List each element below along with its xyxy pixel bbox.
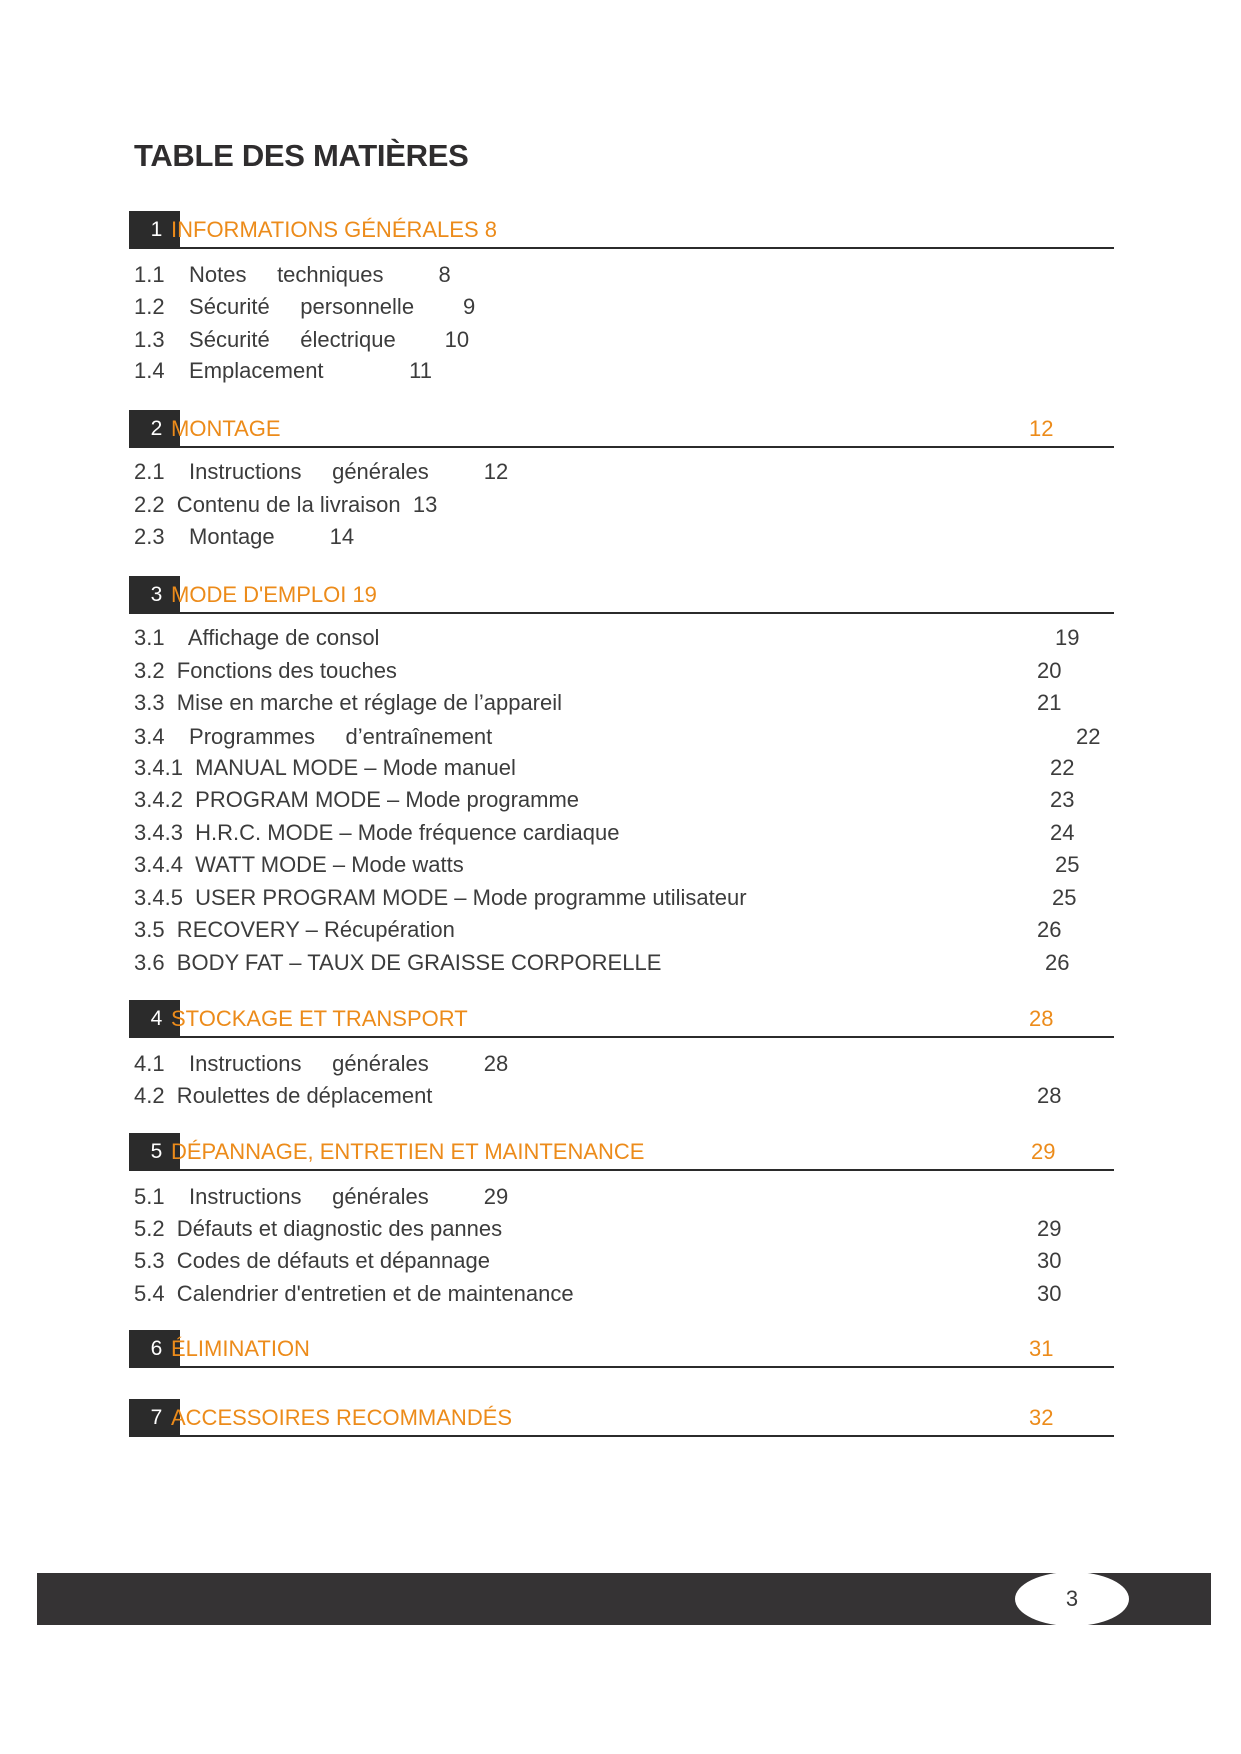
section-number: 1: [129, 211, 180, 249]
toc-entry-page: 19: [1055, 625, 1080, 650]
section-number: 7: [129, 1399, 180, 1437]
section-number: 4: [129, 1000, 180, 1038]
toc-entry-page: 29: [1037, 1216, 1062, 1241]
section-header-1[interactable]: [129, 211, 1114, 249]
section-title[interactable]: STOCKAGE ET TRANSPORT: [171, 1006, 468, 1031]
toc-entry-page: 23: [1050, 787, 1075, 812]
toc-entry-page: 26: [1045, 950, 1070, 975]
section-header-6[interactable]: [129, 1330, 1114, 1368]
section-number: 3: [129, 576, 180, 614]
section-header-4[interactable]: [129, 1000, 1114, 1038]
toc-entry-2-2[interactable]: 2.2 Contenu de la livraison 13: [134, 492, 438, 517]
toc-entry-page: 24: [1050, 820, 1075, 845]
toc-entry-3-4-4[interactable]: 3.4.4 WATT MODE – Mode watts: [134, 852, 464, 877]
toc-entry-3-3[interactable]: 3.3 Mise en marche et réglage de l’appareil: [134, 690, 563, 715]
toc-entry-page: 28: [1037, 1083, 1062, 1108]
toc-entry-page: 22: [1076, 724, 1101, 749]
toc-entry-1-1[interactable]: 1.1 Notes techniques 8: [134, 262, 451, 287]
section-title[interactable]: ÉLIMINATION: [171, 1336, 310, 1361]
toc-entry-page: 20: [1037, 658, 1062, 683]
section-page: 31: [1029, 1336, 1054, 1361]
toc-entry-3-4-5[interactable]: 3.4.5 USER PROGRAM MODE – Mode programme utilisateur: [134, 885, 747, 910]
toc-entry-1-3[interactable]: 1.3 Sécurité électrique 10: [134, 327, 470, 352]
toc-entry-3-2[interactable]: 3.2 Fonctions des touches: [134, 658, 397, 683]
section-title[interactable]: INFORMATIONS GÉNÉRALES 8: [171, 217, 497, 242]
toc-entry-3-5[interactable]: 3.5 RECOVERY – Récupération: [134, 917, 455, 942]
toc-entry-page: 30: [1037, 1248, 1062, 1273]
toc-entry-5-1[interactable]: 5.1 Instructions générales 29: [134, 1184, 509, 1209]
toc-entry-5-2[interactable]: 5.2 Défauts et diagnostic des pannes: [134, 1216, 503, 1241]
toc-entry-1-2[interactable]: 1.2 Sécurité personnelle 9: [134, 294, 476, 319]
toc-entry-page: 26: [1037, 917, 1062, 942]
toc-entry-3-6[interactable]: 3.6 BODY FAT – TAUX DE GRAISSE CORPORELLE: [134, 950, 662, 975]
section-page: 32: [1029, 1405, 1054, 1430]
toc-entry-3-4-1[interactable]: 3.4.1 MANUAL MODE – Mode manuel: [134, 755, 516, 780]
toc-entry-page: 25: [1055, 852, 1080, 877]
section-number: 6: [129, 1330, 180, 1368]
section-title[interactable]: MODE D'EMPLOI 19: [171, 582, 377, 607]
toc-entry-2-3[interactable]: 2.3 Montage 14: [134, 524, 355, 549]
toc-entry-5-3[interactable]: 5.3 Codes de défauts et dépannage: [134, 1248, 490, 1273]
toc-entry-3-4[interactable]: 3.4 Programmes d’entraînement: [134, 724, 493, 749]
toc-entry-2-1[interactable]: 2.1 Instructions générales 12: [134, 459, 509, 484]
section-header-3[interactable]: [129, 576, 1114, 614]
toc-entry-3-4-3[interactable]: 3.4.3 H.R.C. MODE – Mode fréquence cardiaque: [134, 820, 620, 845]
section-title[interactable]: DÉPANNAGE, ENTRETIEN ET MAINTENANCE: [171, 1139, 645, 1164]
toc-entry-4-2[interactable]: 4.2 Roulettes de déplacement: [134, 1083, 433, 1108]
page-number: 3: [1065, 1586, 1079, 1611]
section-header-5[interactable]: [129, 1133, 1114, 1171]
section-title[interactable]: MONTAGE: [171, 416, 281, 441]
toc-entry-1-4[interactable]: 1.4 Emplacement 11: [134, 358, 432, 383]
toc-entry-page: 25: [1052, 885, 1077, 910]
section-page: 29: [1031, 1139, 1056, 1164]
section-title[interactable]: ACCESSOIRES RECOMMANDÉS: [171, 1405, 513, 1430]
toc-entry-page: 30: [1037, 1281, 1062, 1306]
toc-entry-3-1[interactable]: 3.1 Affichage de consol: [134, 625, 380, 650]
toc-entry-page: 22: [1050, 755, 1075, 780]
toc-entry-5-4[interactable]: 5.4 Calendrier d'entretien et de maintenance: [134, 1281, 574, 1306]
section-page: 28: [1029, 1006, 1054, 1031]
section-number: 2: [129, 410, 180, 448]
section-page: 12: [1029, 416, 1054, 441]
section-header-2[interactable]: [129, 410, 1114, 448]
toc-entry-3-4-2[interactable]: 3.4.2 PROGRAM MODE – Mode programme: [134, 787, 580, 812]
section-number: 5: [129, 1133, 180, 1171]
page-title: TABLE DES MATIÈRES: [134, 138, 469, 173]
toc-entry-page: 21: [1037, 690, 1062, 715]
toc-entry-4-1[interactable]: 4.1 Instructions générales 28: [134, 1051, 509, 1076]
section-header-7[interactable]: [129, 1399, 1114, 1437]
